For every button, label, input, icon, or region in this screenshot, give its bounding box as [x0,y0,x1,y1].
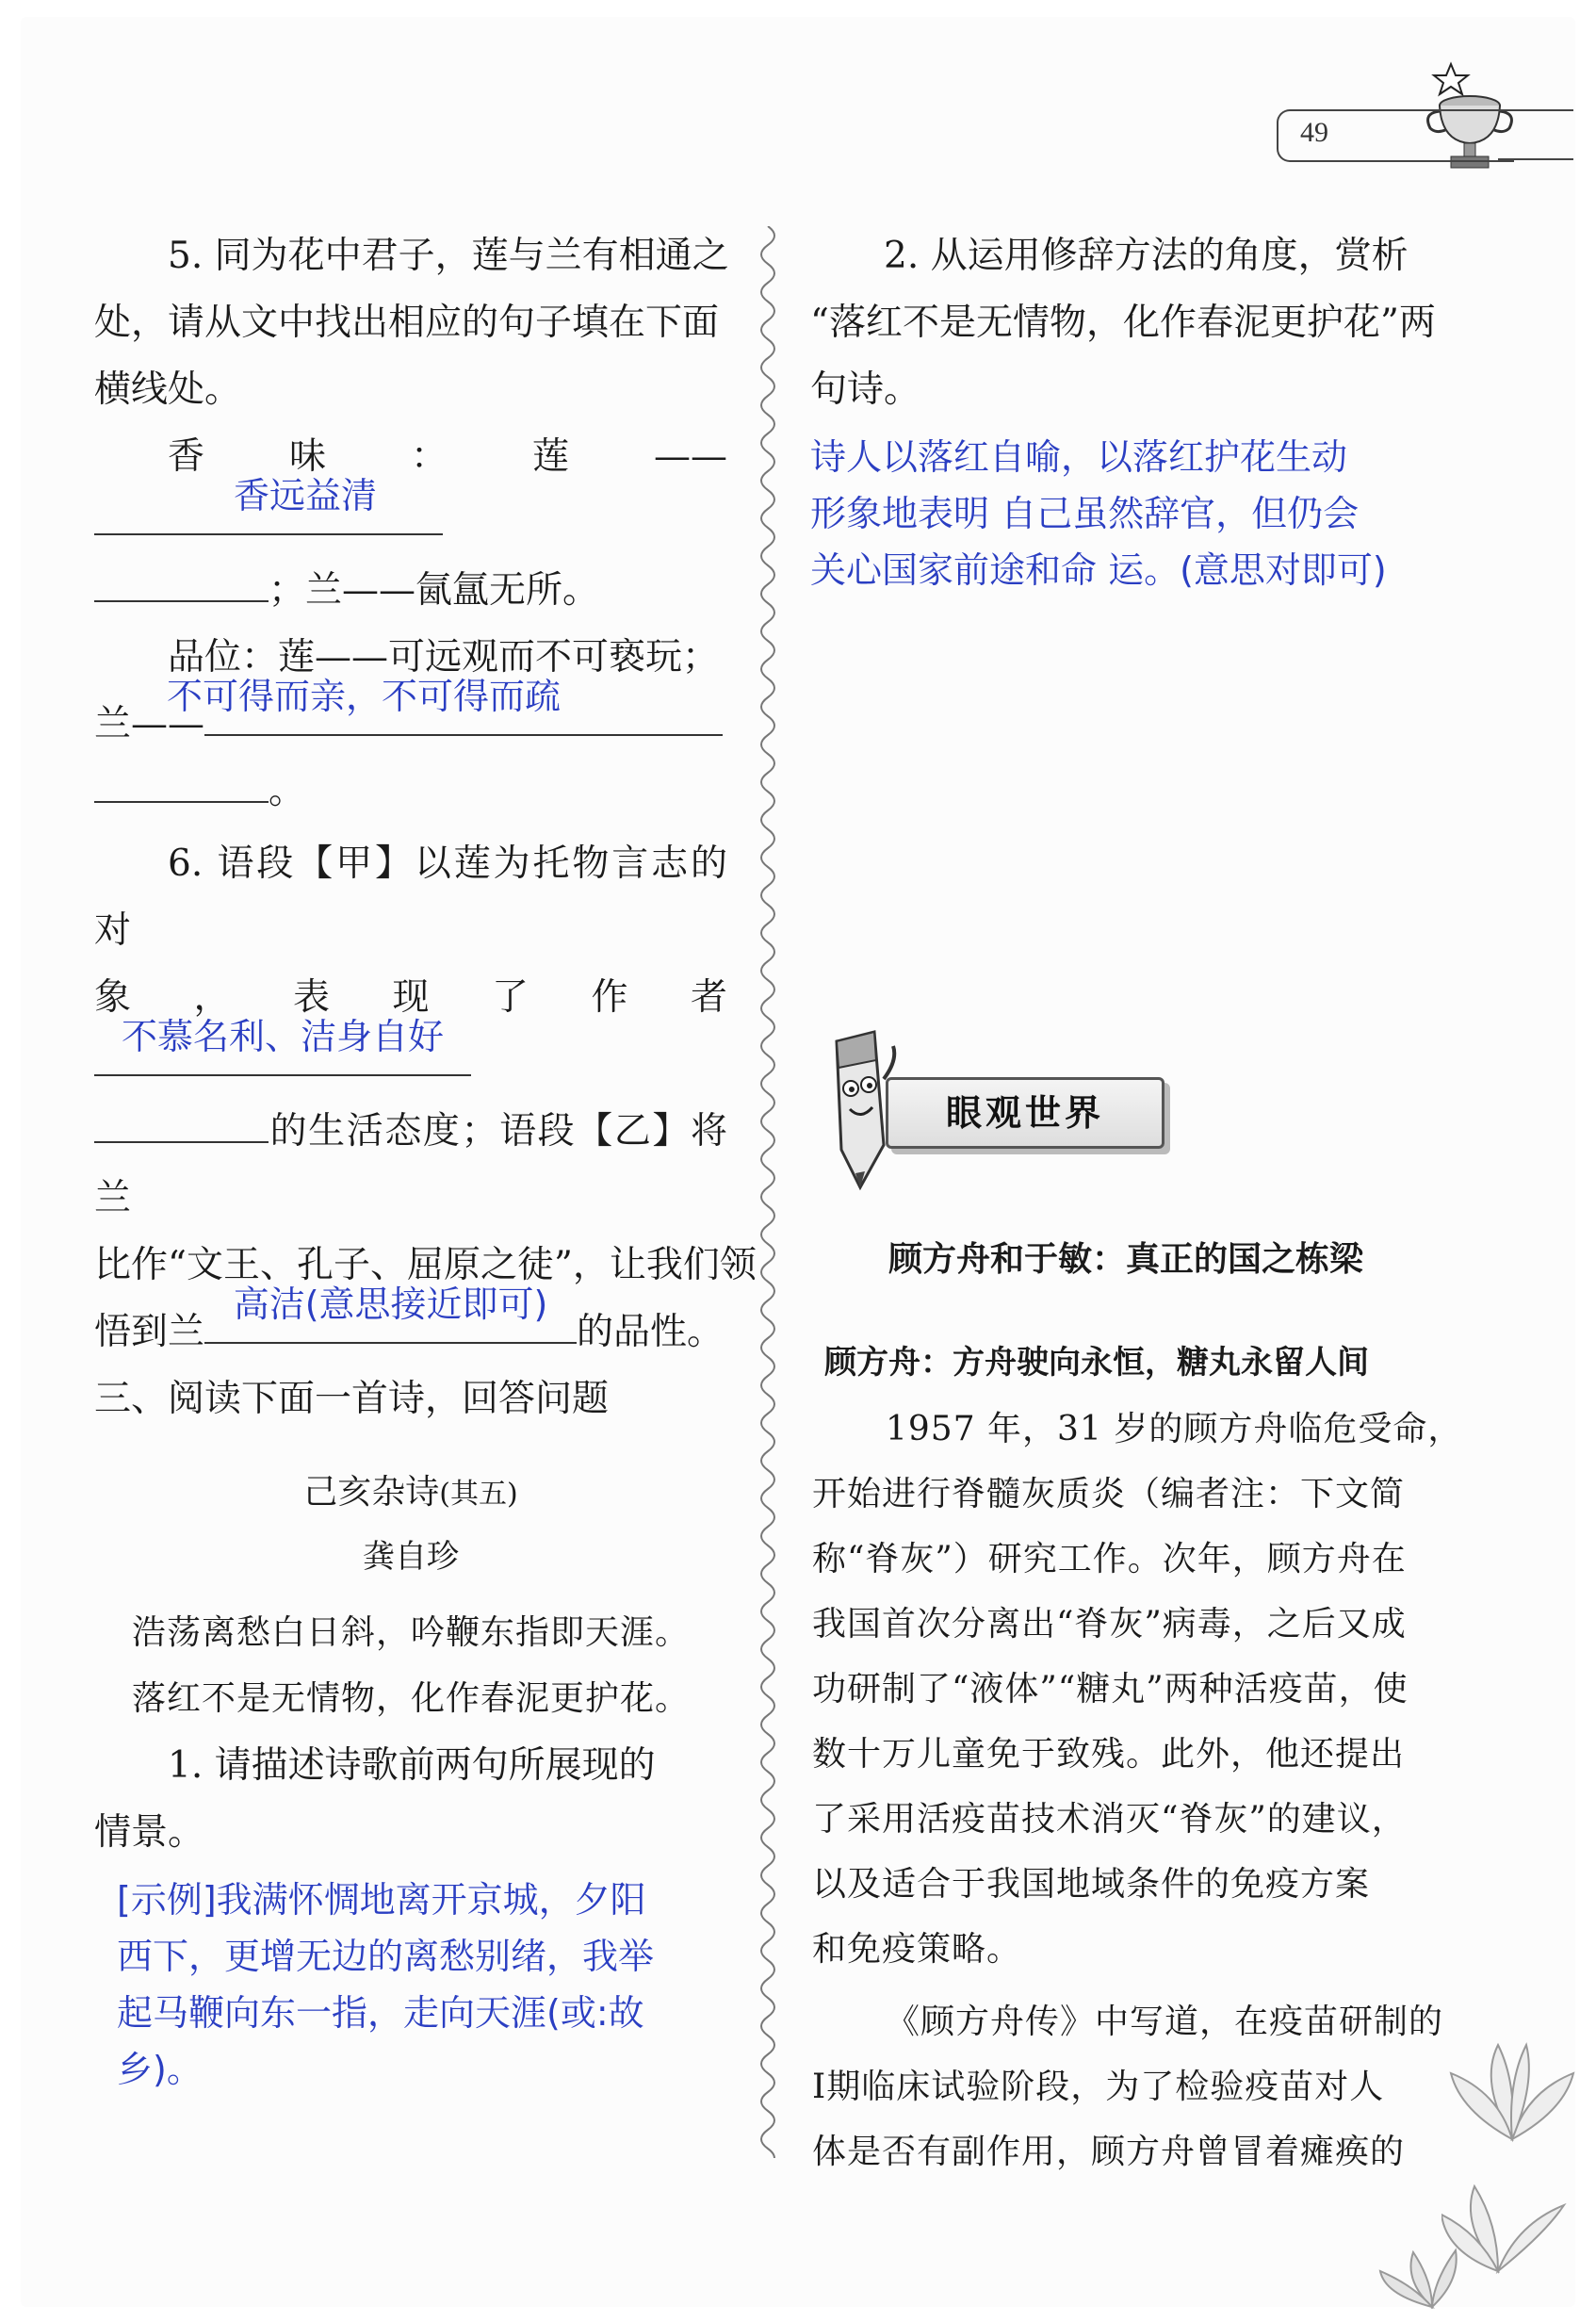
answer-blank[interactable] [94,1016,471,1076]
poem-author: 龚自珍 [363,1538,459,1576]
lotus-flower-icon [1376,2243,1489,2309]
handwritten-answer: 香远益清 [233,475,377,516]
column-divider [749,226,787,2158]
handwritten-answer: 高洁(意思接近即可) [233,1284,548,1325]
answer-blank[interactable] [167,676,723,736]
handwritten-answer: [示例]我满怀惆地离开京城，夕阳 西下，更增无边的离愁别绪，我举 起马鞭向东一指，走向天涯(或:故 乡)。 [117,1879,655,2090]
answer-blank[interactable] [94,557,269,602]
poem-body: 浩荡离愁白日斜，吟鞭东指即天涯。 落红不是无情物，化作春泥更护花。 [132,1613,691,1718]
article-subtitle: 顾方舟：方舟驶向永恒，糖丸永留人间 [824,1344,1369,1382]
left-column: 5. 同为花中君子，莲与兰有相通之 处，请从文中找出相应的句子填在下面 横线处。 香味：莲—— 香远益清 ；兰——氤氲无所。 品位：莲——可远观而不可亵玩； 兰—— 不可得而亲，不可得而疏 。 6. 语段【甲】以莲为托物言志的对 象，表现了作者 不慕名利、洁身自好 的生活态度；语段【乙】将兰 比作“文王、孔子、屈原之徒”，让我们领 悟到兰 高洁(意思接近即可) 的品性。 三、阅读下面一首诗，回答问题 己亥杂诗(其五) 龚自珍 浩荡离愁白日斜，吟鞭东指即天涯。 落红不是无情物，化作春泥更护花。 1. 请描述诗歌前两句所展现的 情景。 [示例]我满怀惆地离开京城，夕阳 西下，更增无边的离愁别绪，我举 起马鞭向东一指，走向天涯(或:故 乡)。 [94,222,727,2098]
header-rule [1498,109,1573,111]
article-title: 顾方舟和于敏：真正的国之栋梁 [888,1240,1363,1279]
answer-blank[interactable] [94,758,269,803]
answer-blank[interactable] [94,475,443,535]
question-1: 1. 请描述诗歌前两句所展现的 [168,1744,656,1787]
page-number: 49 [1300,117,1328,148]
handwritten-answer: 诗人以落红自喻，以落红护花生动 形象地表明 自己虽然辞官，但仍会 关心国家前途和命 运。(意思对即可) [810,436,1387,591]
section-3-heading: 三、阅读下面一首诗，回答问题 [94,1378,610,1420]
article-body: 1957 年，31 岁的顾方舟临危受命， 开始进行脊髓灰质炎（编者注：下文简 称“脊灰”）研究工作。次年，顾方舟在 我国首次分离出“脊灰”病毒，之后又成 功研制了“液体”“糖丸”两种活疫苗，使 数十万儿童免于致残。此外，他还提出 了采用活疫苗技术消灭“脊灰”的建议， 以及适合于我国地域条件的免疫方案 和免疫策略。 《顾方舟传》中写道，在疫苗研制的 Ⅰ期临床试验阶段，为了检验疫苗对人 体是否有副作用，顾方舟曾冒着瘫痪的 [812,1410,1463,2171]
poem-title: 己亥杂诗(其五) [303,1473,518,1512]
section-badge: 眼观世界 [886,1077,1164,1149]
header-rule [1498,158,1573,160]
question-5: 5. 同为花中君子，莲与兰有相通之 [168,235,729,277]
question-2: 2. 从运用修辞方法的角度，赏析 [884,235,1409,277]
handwritten-answer: 不可得而亲，不可得而疏 [167,676,562,717]
right-column: 2. 从运用修辞方法的角度，赏析 “落红不是无情物，化作春泥更护花”两 句诗。 诗人以落红自喻，以落红护花生动 形象地表明 自己虽然辞官，但仍会 关心国家前途和命 运。(意思对即可) [810,222,1441,598]
answer-blank[interactable] [94,1098,269,1143]
question-6: 6. 语段【甲】以莲为托物言志的对 [94,842,727,952]
answer-blank[interactable] [204,1284,577,1344]
handwritten-answer: 不慕名利、洁身自好 [121,1016,444,1057]
